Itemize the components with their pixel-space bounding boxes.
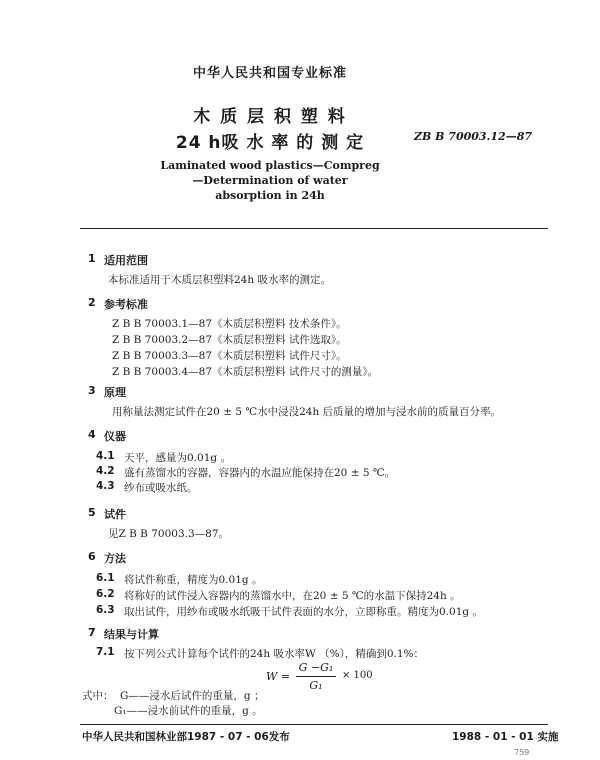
item-number: 7.1 — [96, 646, 115, 658]
section-1-text: 本标准适用于木质层积塑料24h 吸水率的测定。 — [108, 274, 331, 286]
effective-date: 1988 - 01 - 01 实施 — [452, 731, 559, 743]
page-mark: 759 — [514, 748, 530, 757]
item-number: 4.2 — [96, 465, 115, 477]
reference-item: Z B B 70003.3—87《木质层积塑料 试件尺寸》。 — [112, 350, 347, 362]
section-4-number: 4 — [88, 428, 96, 441]
item-number: 6.1 — [96, 572, 115, 584]
reference-item: Z B B 70003.1—87《木质层积塑料 技术条件》。 — [112, 318, 347, 330]
section-5-number: 5 — [88, 506, 96, 519]
footer-divider — [80, 724, 548, 725]
section-2-title: 参考标准 — [104, 298, 148, 311]
formula-multiplier: × 100 — [342, 670, 373, 681]
section-1-title: 适用范围 — [104, 254, 148, 267]
section-5-title: 试件 — [104, 508, 126, 521]
item-text: 天平，感量为0.01g 。 — [124, 452, 231, 464]
section-6-number: 6 — [88, 550, 96, 563]
issuer-line: 中华人民共和国林业部1987 - 07 - 06发布 — [82, 731, 290, 743]
fraction-bar — [296, 676, 336, 677]
where-label: 式中： — [82, 690, 114, 702]
section-2-number: 2 — [88, 296, 96, 309]
section-6-title: 方法 — [104, 552, 126, 565]
variable-definition: G——浸水后试件的重量，g ； — [120, 690, 265, 702]
item-number: 6.2 — [96, 588, 115, 600]
title-english-line2: —Determination of water — [192, 174, 348, 187]
formula-denominator: G₁ — [309, 679, 323, 692]
item-text: 取出试件，用纱布或吸水纸吸干试件表面的水分，立即称重。精度为0.01g 。 — [124, 606, 483, 618]
variable-definition: G₁——浸水前试件的重量，g 。 — [114, 705, 263, 717]
item-number: 4.1 — [96, 450, 115, 462]
title-chinese-line1: 木 质 层 积 塑 料 — [193, 107, 347, 127]
item-text: 纱布或吸水纸。 — [124, 482, 198, 494]
section-3-text: 用称量法测定试件在20 ± 5 ℃水中浸没24h 后质量的增加与浸水前的质量百分率。 — [112, 406, 502, 418]
section-3-title: 原理 — [104, 386, 126, 399]
formula-numerator: G −G₁ — [298, 661, 334, 674]
section-7-number: 7 — [88, 626, 96, 639]
item-number: 4.3 — [96, 480, 115, 492]
formula-lhs: W = — [266, 670, 291, 683]
item-text: 将称好的试件浸入容器内的蒸馏水中，在20 ± 5 ℃的水温下保持24h 。 — [124, 590, 461, 602]
item-number: 6.3 — [96, 604, 115, 616]
reference-item: Z B B 70003.2—87《木质层积塑料 试件选取》。 — [112, 334, 347, 346]
item-text: 按下列公式计算每个试件的24h 吸水率W （%），精确到0.1%： — [124, 648, 424, 660]
section-1-number: 1 — [88, 252, 96, 265]
section-3-number: 3 — [88, 384, 96, 397]
item-text: 将试件称重，精度为0.01g 。 — [124, 574, 263, 586]
section-5-text: 见Z B B 70003.3—87。 — [108, 528, 230, 540]
header-divider — [80, 228, 548, 229]
title-chinese-line2: 24 h吸 水 率 的 测 定 — [175, 133, 365, 153]
title-english-line3: absorption in 24h — [215, 189, 325, 202]
item-text: 盛有蒸馏水的容器，容器内的水温应能保持在20 ± 5 ℃。 — [124, 467, 396, 479]
reference-item: Z B B 70003.4—87《木质层积塑料 试件尺寸的测量》。 — [112, 366, 379, 378]
national-standard-label: 中华人民共和国专业标准 — [192, 66, 347, 81]
formula — [266, 660, 386, 694]
section-4-title: 仪器 — [104, 430, 126, 443]
section-7-title: 结果与计算 — [104, 628, 159, 641]
title-english-line1: Laminated wood plastics—Compreg — [160, 159, 380, 172]
standard-code: ZB B 70003.12—87 — [414, 130, 532, 143]
